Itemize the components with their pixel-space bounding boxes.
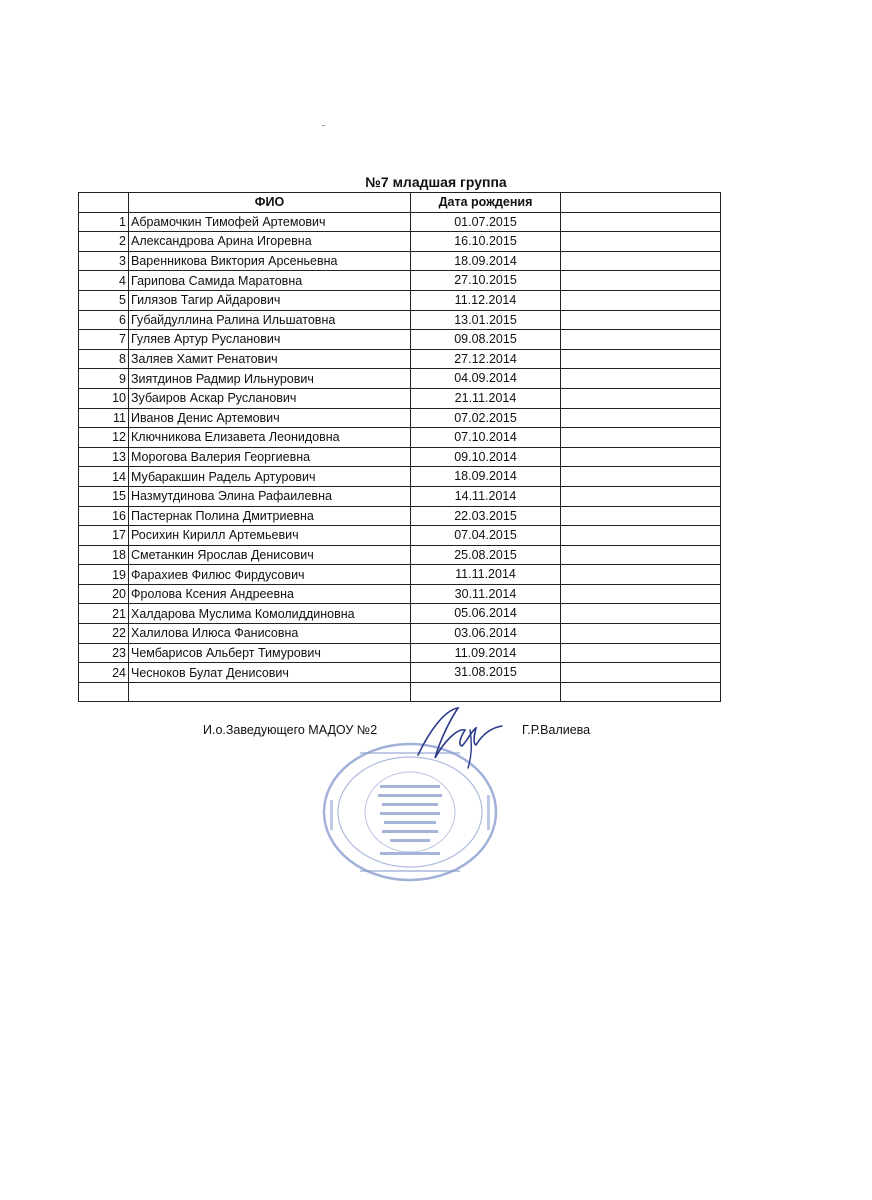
empty-cell: [561, 232, 721, 252]
empty-cell: [561, 428, 721, 448]
handwritten-signature-icon: [410, 700, 510, 770]
empty-cell: [561, 271, 721, 291]
birth-date: 18.09.2014: [411, 251, 561, 271]
empty-cell: [79, 682, 129, 702]
child-name: Гилязов Тагир Айдарович: [129, 290, 411, 310]
row-number: 5: [79, 290, 129, 310]
empty-cell: [561, 251, 721, 271]
child-name: Фролова Ксения Андреевна: [129, 584, 411, 604]
empty-cell: [561, 526, 721, 546]
row-number: 21: [79, 604, 129, 624]
birth-date: 25.08.2015: [411, 545, 561, 565]
row-number: 6: [79, 310, 129, 330]
child-name: Мубаракшин Радель Артурович: [129, 467, 411, 487]
empty-row: [79, 682, 721, 702]
table-row: [79, 330, 721, 350]
roster-body: [79, 212, 721, 702]
row-number: 8: [79, 349, 129, 369]
row-number: 3: [79, 251, 129, 271]
row-number: 14: [79, 467, 129, 487]
roster-table: [78, 192, 721, 702]
table-row: [79, 663, 721, 683]
empty-cell: [561, 290, 721, 310]
child-name: Сметанкин Ярослав Денисович: [129, 545, 411, 565]
row-number: 1: [79, 212, 129, 232]
table-row: [79, 624, 721, 644]
birth-date: 27.10.2015: [411, 271, 561, 291]
birth-date: 18.09.2014: [411, 467, 561, 487]
table-row: [79, 408, 721, 428]
table-row: [79, 604, 721, 624]
child-name: Гарипова Самида Маратовна: [129, 271, 411, 291]
table-row: [79, 584, 721, 604]
row-number: 22: [79, 624, 129, 644]
table-row: [79, 467, 721, 487]
empty-cell: [411, 682, 561, 702]
table-row: [79, 271, 721, 291]
table-row: [79, 369, 721, 389]
child-name: Гуляев Артур Русланович: [129, 330, 411, 350]
empty-cell: [561, 388, 721, 408]
table-row: [79, 251, 721, 271]
birth-date: 16.10.2015: [411, 232, 561, 252]
table-row: [79, 643, 721, 663]
child-name: Халилова Илюса Фанисовна: [129, 624, 411, 644]
table-row: [79, 506, 721, 526]
empty-cell: [561, 682, 721, 702]
child-name: Чесноков Булат Денисович: [129, 663, 411, 683]
child-name: Заляев Хамит Ренатович: [129, 349, 411, 369]
child-name: Ключникова Елизавета Леонидовна: [129, 428, 411, 448]
empty-cell: [561, 408, 721, 428]
child-name: Зиятдинов Радмир Ильнурович: [129, 369, 411, 389]
signatory-name: Г.Р.Валиева: [522, 723, 591, 737]
birth-date: 11.09.2014: [411, 643, 561, 663]
table-row: [79, 349, 721, 369]
row-number: 12: [79, 428, 129, 448]
scan-speck: [322, 125, 325, 126]
child-name: Чембарисов Альберт Тимурович: [129, 643, 411, 663]
empty-cell: [561, 369, 721, 389]
row-number: 7: [79, 330, 129, 350]
birth-date: 31.08.2015: [411, 663, 561, 683]
birth-date: 01.07.2015: [411, 212, 561, 232]
empty-cell: [561, 447, 721, 467]
empty-cell: [561, 565, 721, 585]
table-row: [79, 565, 721, 585]
row-number: 17: [79, 526, 129, 546]
empty-cell: [561, 212, 721, 232]
row-number: 9: [79, 369, 129, 389]
empty-cell: [561, 624, 721, 644]
empty-cell: [561, 545, 721, 565]
child-name: Зубаиров Аскар Русланович: [129, 388, 411, 408]
child-name: Иванов Денис Артемович: [129, 408, 411, 428]
header-name: ФИО: [129, 193, 411, 213]
table-row: [79, 447, 721, 467]
row-number: 15: [79, 486, 129, 506]
row-number: 10: [79, 388, 129, 408]
empty-cell: [561, 643, 721, 663]
empty-cell: [561, 663, 721, 683]
empty-cell: [561, 330, 721, 350]
row-number: 13: [79, 447, 129, 467]
table-row: [79, 486, 721, 506]
table-row: [79, 526, 721, 546]
table-row: [79, 388, 721, 408]
child-name: Абрамочкин Тимофей Артемович: [129, 212, 411, 232]
page-title: №7 младшая группа: [365, 174, 507, 190]
birth-date: 03.06.2014: [411, 624, 561, 644]
birth-date: 27.12.2014: [411, 349, 561, 369]
row-number: 20: [79, 584, 129, 604]
row-number: 18: [79, 545, 129, 565]
child-name: Пастернак Полина Дмитриевна: [129, 506, 411, 526]
child-name: Варенникова Виктория Арсеньевна: [129, 251, 411, 271]
row-number: 2: [79, 232, 129, 252]
birth-date: 11.12.2014: [411, 290, 561, 310]
birth-date: 13.01.2015: [411, 310, 561, 330]
birth-date: 07.10.2014: [411, 428, 561, 448]
row-number: 4: [79, 271, 129, 291]
empty-cell: [561, 584, 721, 604]
row-number: 23: [79, 643, 129, 663]
child-name: Александрова Арина Игоревна: [129, 232, 411, 252]
birth-date: 22.03.2015: [411, 506, 561, 526]
header-num: [79, 193, 129, 213]
table-row: [79, 212, 721, 232]
child-name: Губайдуллина Ралина Ильшатовна: [129, 310, 411, 330]
row-number: 11: [79, 408, 129, 428]
table-row: [79, 232, 721, 252]
birth-date: 05.06.2014: [411, 604, 561, 624]
row-number: 19: [79, 565, 129, 585]
table-header-row: [79, 193, 721, 213]
birth-date: 21.11.2014: [411, 388, 561, 408]
row-number: 16: [79, 506, 129, 526]
table-row: [79, 545, 721, 565]
birth-date: 09.08.2015: [411, 330, 561, 350]
row-number: 24: [79, 663, 129, 683]
child-name: Росихин Кирилл Артемьевич: [129, 526, 411, 546]
signer-position: И.о.Заведующего МАДОУ №2: [203, 723, 378, 737]
empty-cell: [561, 349, 721, 369]
child-name: Фарахиев Филюс Фирдусович: [129, 565, 411, 585]
header-date: Дата рождения: [411, 193, 561, 213]
table-row: [79, 428, 721, 448]
header-extra: [561, 193, 721, 213]
birth-date: 09.10.2014: [411, 447, 561, 467]
table-row: [79, 310, 721, 330]
birth-date: 11.11.2014: [411, 565, 561, 585]
table-row: [79, 290, 721, 310]
child-name: Морогова Валерия Георгиевна: [129, 447, 411, 467]
empty-cell: [561, 604, 721, 624]
birth-date: 07.02.2015: [411, 408, 561, 428]
child-name: Халдарова Муслима Комолиддиновна: [129, 604, 411, 624]
empty-cell: [561, 486, 721, 506]
empty-cell: [561, 506, 721, 526]
birth-date: 07.04.2015: [411, 526, 561, 546]
birth-date: 04.09.2014: [411, 369, 561, 389]
empty-cell: [561, 467, 721, 487]
child-name: Назмутдинова Элина Рафаилевна: [129, 486, 411, 506]
birth-date: 14.11.2014: [411, 486, 561, 506]
empty-cell: [129, 682, 411, 702]
birth-date: 30.11.2014: [411, 584, 561, 604]
empty-cell: [561, 310, 721, 330]
